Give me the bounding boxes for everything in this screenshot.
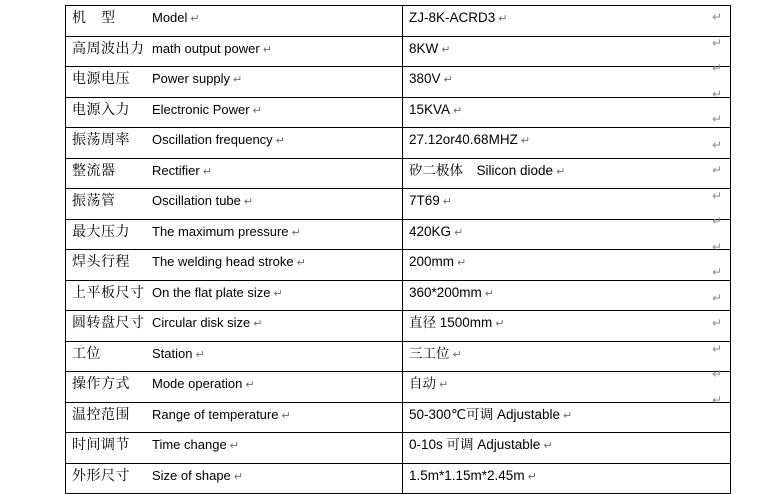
row-value: 50-300℃可调 Adjustable [409,406,560,422]
paragraph-mark-outside-icon: ↵ [712,163,723,177]
label-cell [66,280,403,311]
paragraph-mark-icon: ↵ [556,165,566,178]
paragraph-mark-icon: ↵ [484,287,495,300]
table-row [66,158,731,189]
label-cell [66,6,403,37]
label-cell [66,219,403,250]
label-cell [66,372,403,403]
table-row [66,311,731,342]
row-label-en: The welding head stroke [152,254,294,269]
spec-table [65,5,731,494]
row-label-cn: 机 型 [72,9,116,25]
table-row [66,433,731,464]
row-label-cn: 上平板尺寸 [72,283,145,300]
row-label-en: Oscillation tube [152,193,241,208]
row-label-cn: 电源电压 [72,70,130,86]
row-label-en: Model [152,10,188,25]
row-label-en: Station [152,345,193,361]
row-label-cn: 振荡管 [72,192,116,208]
row-label-cn: 外形尺寸 [72,466,130,483]
value-cell [403,128,731,159]
label-cell [66,97,403,128]
row-label-cn: 圆转盘尺寸 [72,314,145,330]
paragraph-mark-icon: ↵ [233,74,243,86]
paragraph-mark-icon: ↵ [442,196,452,208]
row-value: 三工位 [409,345,450,361]
row-label-cn: 温控范围 [72,405,130,422]
paragraph-mark-icon: ↵ [273,287,283,300]
row-value: 矽二极体 Silicon diode [409,162,554,178]
row-label-cn: 焊头行程 [72,253,130,269]
table-row [66,280,731,311]
paragraph-mark-outside-icon: ↵ [712,137,723,152]
paragraph-mark-icon: ↵ [543,440,553,452]
row-label-cn: 电源入力 [72,100,130,117]
row-label-cn: 操作方式 [72,375,130,391]
value-cell [403,6,731,37]
label-cell [66,128,403,159]
paragraph-mark-icon: ↵ [454,226,464,239]
paragraph-mark-icon: ↵ [275,135,285,147]
table-row [66,97,731,128]
value-cell [403,311,731,342]
row-value: 0-10s 可调 Adjustable [409,437,541,452]
row-value: 自动 [409,376,436,391]
row-value: 8KW [409,40,439,56]
table-row [66,372,731,403]
value-cell [403,158,731,189]
table-row [66,36,731,67]
label-cell [66,341,403,372]
paragraph-mark-outside-icon: ↵ [712,188,723,203]
value-cell [403,372,731,403]
spec-table-body [66,6,731,494]
label-cell [66,158,403,189]
row-label-en: On the flat plate size [152,284,271,300]
paragraph-mark-outside-icon: ↵ [712,214,723,228]
paragraph-mark-outside-icon: ↵ [712,112,723,126]
row-value: 360*200mm [409,284,482,300]
table-row [66,463,731,494]
paragraph-mark-icon: ↵ [563,409,573,422]
row-label-en: Power supply [152,71,231,86]
paragraph-mark-icon: ↵ [495,318,505,330]
value-cell [403,36,731,67]
paragraph-mark-icon: ↵ [296,257,306,269]
row-label-en: Rectifier [152,162,200,178]
paragraph-mark-icon: ↵ [262,43,272,56]
paragraph-mark-outside-icon: ↵ [712,341,723,356]
table-row [66,250,731,281]
value-cell [403,250,731,281]
value-cell [403,433,731,464]
paragraph-mark-outside-icon: ↵ [712,392,723,407]
paragraph-mark-icon: ↵ [252,104,262,117]
paragraph-mark-icon: ↵ [520,135,531,147]
row-label-cn: 最大压力 [72,222,130,239]
row-label-en: Electronic Power [152,101,250,117]
row-value: 7T69 [409,193,440,208]
label-cell [66,402,403,433]
row-label-en: Oscillation frequency [152,132,273,147]
value-cell [403,463,731,494]
paragraph-mark-icon: ↵ [253,318,263,330]
value-cell [403,189,731,220]
paragraph-mark-icon: ↵ [441,43,451,56]
paragraph-mark-icon: ↵ [457,257,467,269]
row-label-en: math output power [152,40,260,56]
row-value: 420KG [409,223,452,239]
value-cell [403,219,731,250]
paragraph-mark-outside-icon: ↵ [712,367,723,381]
paragraph-mark-icon: ↵ [281,409,291,422]
paragraph-mark-icon: ↵ [443,74,453,86]
paragraph-mark-outside-icon: ↵ [712,290,723,305]
row-label-cn: 振荡周率 [72,131,130,147]
paragraph-mark-icon: ↵ [439,379,449,391]
paragraph-mark-icon: ↵ [190,13,200,25]
paragraph-mark-outside-icon: ↵ [712,239,723,254]
row-label-en: Time change [152,437,227,452]
value-cell [403,341,731,372]
paragraph-mark-icon: ↵ [202,165,212,178]
row-label-en: Mode operation [152,376,243,391]
table-row [66,67,731,98]
paragraph-mark-outside-icon: ↵ [712,35,723,50]
label-cell [66,311,403,342]
paragraph-mark-outside-icon: ↵ [712,10,723,24]
paragraph-mark-outside-icon: ↵ [712,61,723,75]
row-value: 380V [409,71,441,86]
row-label-en: The maximum pressure [152,223,289,239]
row-label-cn: 工位 [72,344,101,361]
paragraph-mark-icon: ↵ [291,226,301,239]
table-row [66,189,731,220]
table-row [66,6,731,37]
row-value: 1.5m*1.15m*2.45m [409,467,525,483]
row-value: 直径 1500mm [409,315,493,330]
table-row [66,341,731,372]
table-row [66,402,731,433]
paragraph-mark-icon: ↵ [498,13,508,25]
paragraph-mark-icon: ↵ [245,379,255,391]
value-cell [403,402,731,433]
row-label-cn: 高周波出力 [72,39,145,56]
row-label-en: Size of shape [152,467,231,483]
row-label-cn: 整流器 [72,161,116,178]
table-row [66,219,731,250]
paragraph-mark-outside-icon: ↵ [712,316,723,330]
row-label-en: Circular disk size [152,315,251,330]
paragraph-mark-icon: ↵ [229,440,239,452]
value-cell [403,67,731,101]
paragraph-mark-icon: ↵ [233,470,243,483]
value-cell [403,97,731,128]
paragraph-mark-icon: ↵ [453,104,463,117]
label-cell [66,463,403,494]
label-cell [66,189,403,220]
paragraph-mark-outside-icon: ↵ [712,265,723,279]
label-cell [66,67,403,98]
label-cell [66,36,403,67]
value-cell [403,280,731,311]
row-label-cn: 时间调节 [72,436,130,452]
label-cell [66,433,403,464]
row-value: 27.12or40.68MHZ [409,132,518,147]
label-cell [66,250,403,281]
row-label-en: Range of temperature [152,406,279,422]
row-value: ZJ-8K-ACRD3 [409,10,496,25]
paragraph-mark-outside-icon: ↵ [712,86,723,101]
paragraph-mark-icon: ↵ [243,196,254,208]
row-value: 15KVA [409,101,451,117]
table-row [66,128,731,159]
row-value: 200mm [409,254,455,269]
paragraph-mark-icon: ↵ [195,348,205,361]
paragraph-mark-icon: ↵ [527,470,537,483]
paragraph-mark-icon: ↵ [452,348,462,361]
